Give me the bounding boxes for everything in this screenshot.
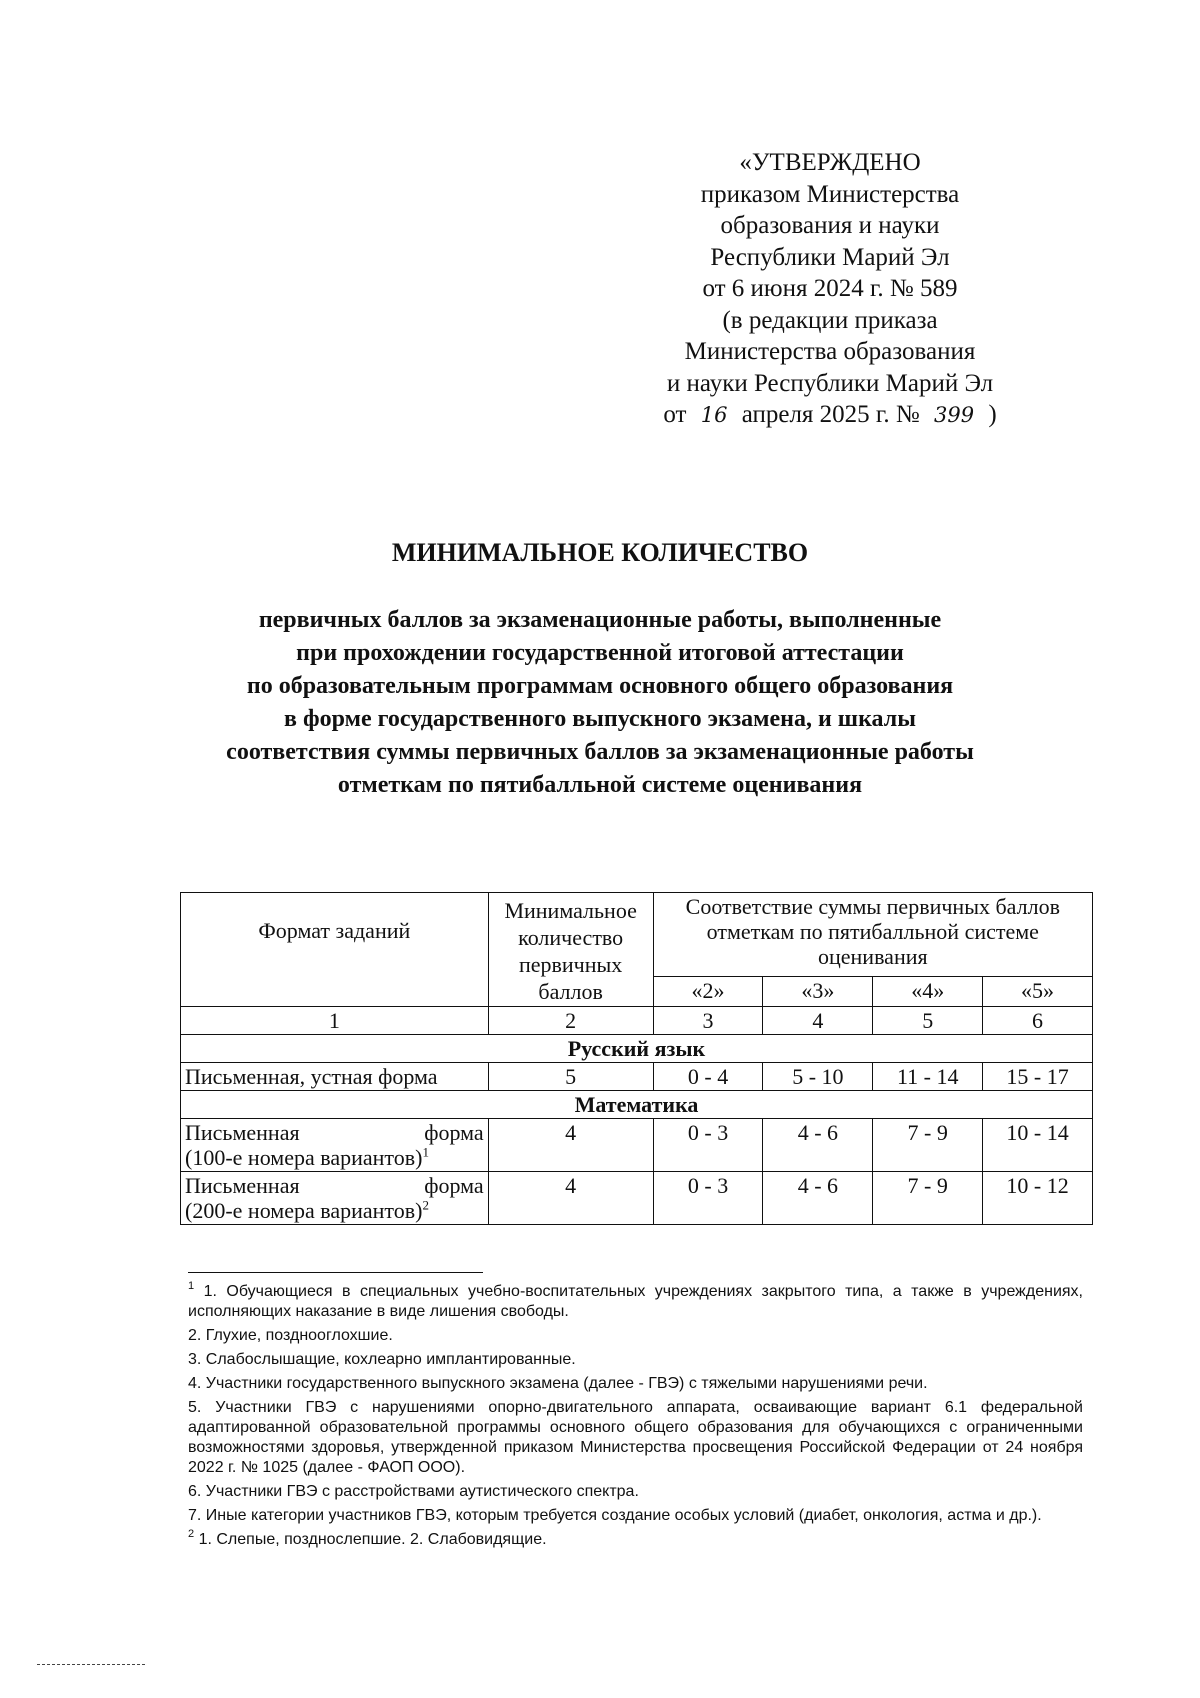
approval-date-line [650, 399, 1010, 432]
section-title: Русский язык [181, 1035, 1093, 1063]
approval-line: Министерства образования [684, 338, 976, 365]
footnote-marker: 1 [188, 1280, 195, 1292]
document-subtitle [0, 604, 1200, 802]
footnote-separator [188, 1272, 483, 1273]
approval-stamp [650, 147, 1010, 432]
footer-mark [37, 1664, 145, 1665]
label-line2: (200-е номера вариантов) [185, 1198, 423, 1223]
footnote-item [188, 1282, 1083, 1322]
label-word: Письменная [185, 1173, 300, 1198]
footnote-item: 2. Глухие, позднооглохшие. [188, 1327, 393, 1344]
label-word: форма [424, 1120, 484, 1145]
column-number: 3 [653, 1007, 763, 1035]
table-row [181, 1172, 1093, 1225]
header-grade-scale: Соответствие суммы первичных баллов отметкам по пятибалльной системе оценивания [653, 893, 1092, 977]
approval-prefix: от [663, 401, 687, 428]
header-grade-5: «5» [983, 976, 1093, 1006]
approval-line: образования и науки [720, 212, 940, 239]
subtitle-line: соответствия суммы первичных баллов за экзаменационные работы [226, 739, 974, 765]
subtitle-line: первичных баллов за экзаменационные работы, выполненные [258, 607, 942, 633]
table-row [181, 1063, 1093, 1091]
handwritten-number: 399 [933, 403, 975, 427]
row-grade-4-range: 7 - 9 [873, 1172, 983, 1225]
approval-line: (в редакции приказа [722, 306, 938, 334]
row-grade-5-range: 15 - 17 [983, 1063, 1093, 1091]
footnote-item: 4. Участники государственного выпускного экзамена (далее - ГВЭ) с тяжелыми нарушениями речи. [188, 1375, 928, 1392]
row-min-score: 5 [488, 1063, 653, 1091]
row-min-score: 4 [488, 1172, 653, 1225]
column-number: 1 [181, 1007, 489, 1035]
column-number: 6 [983, 1007, 1093, 1035]
table-row [181, 1119, 1093, 1172]
label-line2: (100-е номера вариантов) [185, 1145, 423, 1170]
row-grade-5-range: 10 - 14 [983, 1119, 1093, 1172]
footnote-ref: 1 [422, 1144, 429, 1160]
footnote-item [188, 1530, 1083, 1550]
section-row-russian [181, 1035, 1093, 1063]
subtitle-line: в форме государственного выпускного экзамена, и шкалы [284, 706, 916, 732]
header-grade-3: «3» [763, 976, 873, 1006]
approval-suffix: ) [988, 401, 997, 428]
row-min-score: 4 [488, 1119, 653, 1172]
label-word: форма [424, 1173, 484, 1198]
column-number-row [181, 1007, 1093, 1035]
approval-middle: апреля 2025 г. № [741, 401, 920, 428]
row-grade-3-range: 5 - 10 [763, 1063, 873, 1091]
grades-table [180, 892, 1093, 1225]
row-grade-2-range: 0 - 3 [653, 1172, 763, 1225]
footnote-item: 3. Слабослышащие, кохлеарно имплантированные. [188, 1351, 576, 1368]
subtitle-line: при прохождении государственной итоговой аттестации [296, 640, 904, 666]
footnote-text: 1. Слепые, позднослепшие. 2. Слабовидящие. [198, 1531, 547, 1548]
row-grade-4-range: 11 - 14 [873, 1063, 983, 1091]
handwritten-day: 16 [700, 403, 728, 427]
subtitle-line: отметкам по пятибалльной системе оценивания [337, 772, 863, 798]
approval-line: «УТВЕРЖДЕНО [739, 149, 921, 176]
row-grade-2-range: 0 - 3 [653, 1119, 763, 1172]
approval-line: от 6 июня 2024 г. № 589 [702, 275, 958, 302]
document-title: МИНИМАЛЬНОЕ КОЛИЧЕСТВО [391, 538, 809, 567]
header-min-score: Минимальное количество первичных баллов [488, 893, 653, 1007]
column-number: 2 [488, 1007, 653, 1035]
footnotes [188, 1282, 1083, 1554]
row-grade-3-range: 4 - 6 [763, 1172, 873, 1225]
approval-line: Республики Марий Эл [710, 243, 950, 271]
section-row-math [181, 1091, 1093, 1119]
header-grade-2: «2» [653, 976, 763, 1006]
row-format-label [181, 1172, 489, 1225]
header-format: Формат заданий [181, 893, 489, 1007]
footnote-ref: 2 [422, 1197, 429, 1213]
footnote-item: 6. Участники ГВЭ с расстройствами аутистического спектра. [188, 1483, 639, 1500]
table-header-row [181, 893, 1093, 977]
header-grade-4: «4» [873, 976, 983, 1006]
row-grade-3-range: 4 - 6 [763, 1119, 873, 1172]
approval-line: и науки Республики Марий Эл [666, 369, 994, 397]
section-title: Математика [181, 1091, 1093, 1119]
row-grade-5-range: 10 - 12 [983, 1172, 1093, 1225]
row-format-label [181, 1119, 489, 1172]
column-number: 4 [763, 1007, 873, 1035]
row-grade-2-range: 0 - 4 [653, 1063, 763, 1091]
approval-line: приказом Министерства [700, 180, 960, 208]
footnote-marker: 2 [188, 1528, 195, 1540]
label-word: Письменная [185, 1120, 300, 1145]
footnote-item: 5. Участники ГВЭ с нарушениями опорно-двигательного аппарата, осваивающие вариант 6.1 федеральной адаптированной образовательной программы основного общего образования для обучающихся с ограниченными возможностями здоровья, утвержденной приказом Министерства просвещения Российской Федерации от 24 ноября 2022 г. № 1025 (далее - ФАОП ООО). [188, 1399, 1083, 1476]
row-format-label: Письменная, устная форма [181, 1063, 489, 1091]
column-number: 5 [873, 1007, 983, 1035]
subtitle-line: по образовательным программам основного общего образования [246, 673, 954, 699]
footnote-item: 7. Иные категории участников ГВЭ, которым требуется создание особых условий (диабет, онкология, астма и др.). [188, 1507, 1042, 1524]
footnote-text: 1. Обучающиеся в специальных учебно-воспитательных учреждениях закрытого типа, а также в учреждениях, исполняющих наказание в виде лишения свободы. [188, 1283, 1083, 1320]
row-grade-4-range: 7 - 9 [873, 1119, 983, 1172]
